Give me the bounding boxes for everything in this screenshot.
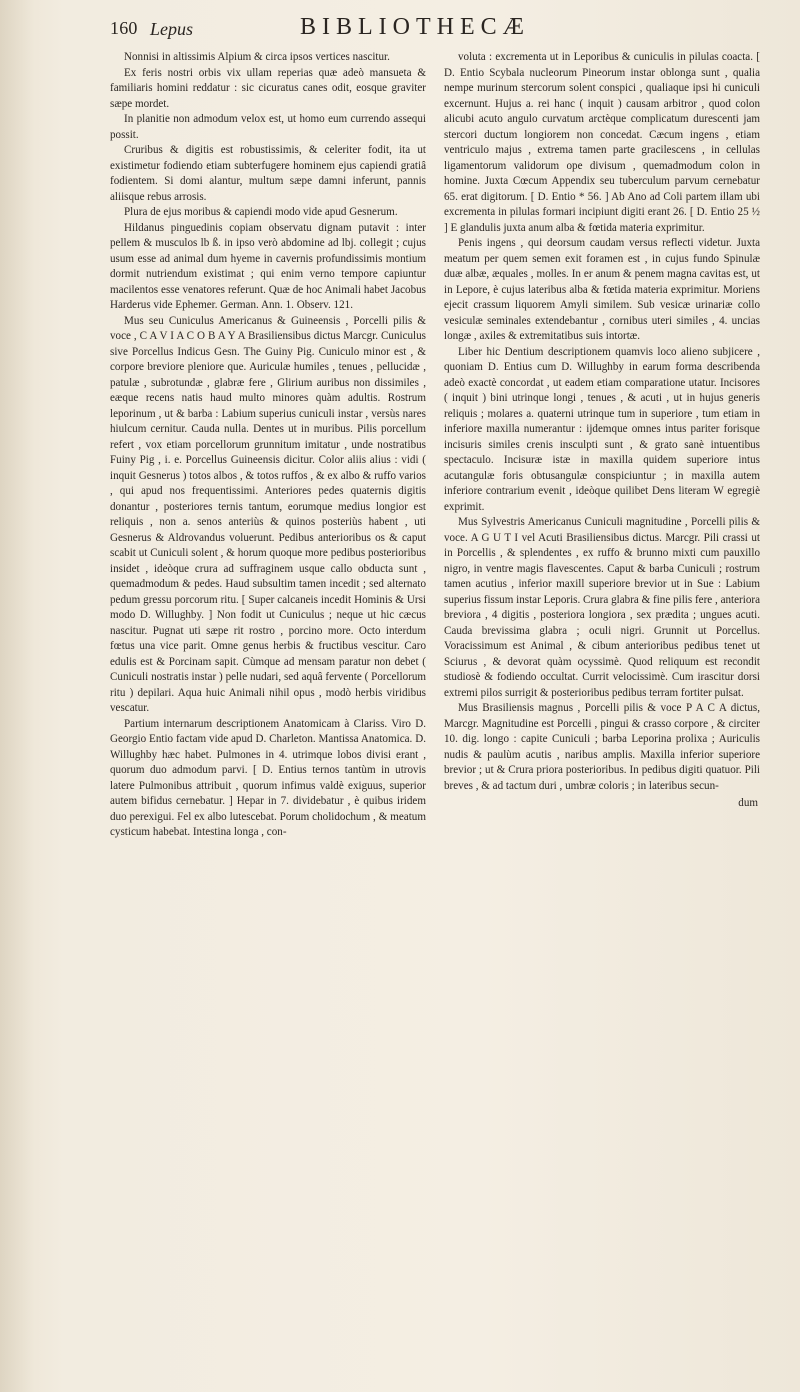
paragraph-right-2: Penis ingens , qui deorsum caudam versus reflecti videtur. Juxta meatum per quem semen exit foramen est , in cujus fundo Spinulæ duæ albæ, æquales , molles. In er anum & penem magna cavitas est, ut in Lepore, è cujus lateribus alba & fœtida materia exprimitur. Moriens ejecit crassum liquorem Amyli similem. Sub vesicæ urinariæ collo vesiculæ seminales extendebantur , cornibus uteri similes , 4. uncias longæ , axiles & extremitatibus suis intortæ. [444, 237, 760, 342]
running-head-title: BIBLIOTHECÆ [300, 14, 530, 40]
catchword: dum [738, 797, 758, 809]
paragraph-right-3: Liber hic Dentium descriptionem quamvis loco alieno subjicere , quoniam D. Entius cum D. Willughby in earum forma describenda adeò exactè concordat , ut eadem etiam comparatione utatur. Incisores ( inquit ) bini utrinque longi , tenues , & acuti , ut in hujus generis reliquis ; molares a. quaterni utrinque tum in superiore , tum etiam in inferiore maxilla numerantur : ijdemque omnes intus pariter forisque incisuris similes crenis insculpti sunt , & grato sanè intuentibus spectaculo. Incisuræ istæ in maxilla quidem superiore intus acutangulæ foris obtusangulæ conspiciuntur ; in maxilla autem inferiore contrarium evenit , ideòque quilibet Dens literam W egregiè exprimit. [444, 345, 760, 513]
right-column [444, 50, 760, 841]
paragraph-left-2: Ex feris nostri orbis vix ullam reperias quæ adeò mansueta & familiaris homini reddatur : sic cicuratus canes odit, eosque graviter sæpe mordet. [110, 66, 426, 110]
paragraph-left-5: Plura de ejus moribus & capiendi modo vide apud Gesnerum. [124, 206, 398, 218]
paragraph-left-1: Nonnisi in altissimis Alpium & circa ipsos vertices nascitur. [124, 51, 390, 63]
paragraph-left-3: In planitie non admodum velox est, ut homo eum currendo assequi possit. [110, 113, 426, 141]
paragraph-right-4: Mus Sylvestris Americanus Cuniculi magnitudine , Porcelli pilis & voce. A G U T I vel Acuti Brasiliensibus dictus. Marcgr. Pili crassi ut in Porcellis , & splendentes , ex ruffo & brunno mixti cum pauxillo nigro, in ventre magis flavescentes. Caput & barba Cuniculi ; rostrum tamen acutius , inferior maxill superiore brevior ut in Sue : Labium superius fissum instar Leporis. Crura glabra & fine pilis fere , anteriora breviora , 4 digitis , posteriora longiora , sex prædita ; ungues acuti. Cauda brevissima glabra ; oculi nigri. Grunnit ut Porcellus. Voracissimum est Animal , & cibum anterioribus pedibus tenet ut Sciurus , & devorat quàm ocyssimè. Quod reliquum est recondit studiosè & fodiendo occultat. Currit velocissimè. Cum irascitur dorsi extremi pilos surrigit & posterioribus pedibus terram fortiter pulsat. [444, 516, 760, 699]
binding-shadow [0, 0, 34, 1392]
page-number: 160 [110, 18, 138, 38]
paragraph-left-4: Cruribus & digitis est robustissimis, & celeriter fodit, ita ut existimetur fodiendo etiam subterfugere hominem ejus capiendi gratiâ fodientem. Si domi alantur, multum sæpe damni inferunt, pannis aliisque rebus arrosis. [110, 144, 426, 203]
paragraph-right-5: Mus Brasiliensis magnus , Porcelli pilis & voce P A C A dictus, Marcgr. Magnitudine est Porcelli , pingui & crasso corpore , & circiter 10. dig. longo : capite Cuniculi ; barba Leporina prolixa ; Auriculis nudis & paulùm acutis , naribus amplis. Maxilla inferior superiore brevior ; ut & Crura priora posterioribus. In pedibus digiti quatuor. Pili breves , & ad tactum duri , umbræ coloris ; in lateribus secun- [444, 702, 760, 792]
paragraph-right-1: voluta : excrementa ut in Leporibus & cuniculis in pilulas coacta. [ D. Entio Scybala nucleorum Pineorum instar oblonga sunt , qualia nempe murinum stercorum solent conspici , qualiaque ipsi hi cuniculi excernunt. Hujus a. rei hanc ( inquit ) causam arbitror , quod colon alicubi acuto angulo curvatum arctèque complicatum durescenti jam stercori ductum longiorem non concedat. Cæcum ingens , etiam ventriculo majus , extrema tamen parte gracilescens , in cellulas ligamentorum validorum ope divisum , quemadmodum colon in homine. Juxta Cœcum Appendix seu tuberculum parvum cernebatur 65. erat digitorum. [ D. Entio * 56. ] Ab Ano ad Coli partem illam ubi excrementa in pilulas formari incipiunt digiti erant 26. [ D. Entio 25 ½ ] E glandulis juxta anum alba & fœtida materia exprimitur. [444, 51, 760, 234]
text-columns [110, 50, 760, 841]
left-column [110, 50, 426, 841]
paragraph-left-6: Hildanus pinguedinis copiam observatu dignam putavit : inter pellem & musculos lb ß. in ipso verò abdomine ad lbj. collegit ; cujus usum esse ad animal dum hyeme in cavernis profundissimis montium dormit nutriendum existimat ; qui enim verno tempore capiuntur macilentos esse venatores referunt. Quæ de hoc Animali habet Jacobus Harderus vide Ephemer. German. Ann. 1. Observ. 121. [110, 221, 426, 311]
page-header [110, 12, 760, 46]
paragraph-left-8: Partium internarum descriptionem Anatomicam à Clariss. Viro D. Georgio Entio factam vide apud D. Charleton. Mantissa Anatomica. D. Willughby hæc habet. Pulmones in 4. utrimque lobos divisi erant , quorum duo admodum parvi. [ D. Entius ternos tantùm in utrovis latere Pulmonibus attribuit , quorum infimus valdè exiguus, superior autem bifidus cernebatur. ] Hepar in 7. dividebatur , è quibus iridem duo perexigui. Fel ex albo lutescebat. Porum cholidochum , & meatum cysticum habebat. Intestina longa , con- [110, 717, 426, 838]
running-head-keyword: Lepus [150, 19, 194, 39]
paragraph-left-7: Mus seu Cuniculus Americanus & Guineensis , Porcelli pilis & voce , C A V I A C O B A Y A Brasiliensibus dictus Marcgr. Cuniculus sive Porcellus Indicus Gesn. The Guiny Pig. Cuniculo minor est , & corpore breviore pleniore que. Auriculæ humiles , tenues , pellucidæ , patulæ , subrotundæ , glabræ fere , Glirium auribus non dissimiles , eæque recens natis haud multo minores quàm adultis. Rostrum leporinum , ut & barba : Labium superius cuniculi instar , versùs nares hiulcum cernitur. Cauda nulla. Dentes ut in muribus. Pilis porcellum refert , vox etiam porcellorum grunnitum imitatur , unde nostratibus Fuiny Pig , i. e. Porcellus Guineensis dicitur. Color aliis alius : vidi ( inquit Gesnerus ) totos albos , & totos ruffos , & ex albo & ruffo varios , qui apud nos frequentissimi. Anteriores pedes quaternis digitis donantur , posteriores ternis tantum, eorumque medius longior est reliquis , non a. senos anteriùs & quinos posteriùs habent , uti Gesnerus & Aldrovandus voluerunt. Pedibus anterioribus os & caput scabit ut Cuniculi solent , & horum quoque more pedibus posterioribus insidet , ideòque crura ad suffraginem usque callo obducta sunt , quemadmodum & pedes. Haud subsultim tamen incedit ; sed alternato pedum gressu porcorum ritu. [ Super calcaneis incedit Hominis & Ursi modo D. Willughby. ] Non fodit ut Cuniculus ; neque ut hic cæcus nascitur. Pugnat uti sæpe rit rostro , porcino more. Octo interdum fœtus una vice parit. Omne genus herbis & fructibus vescitur. Caro edulis est & Porcinam sapit. Cùmque ad mensam paratur non debet ( Cuniculi nostratis instar ) pelle nudari, sed aquâ fervente ( Porcellorum ritu ) depilari. Aqua huic Animali nihil opus , modò herbis viridibus vescatur. [110, 314, 426, 714]
